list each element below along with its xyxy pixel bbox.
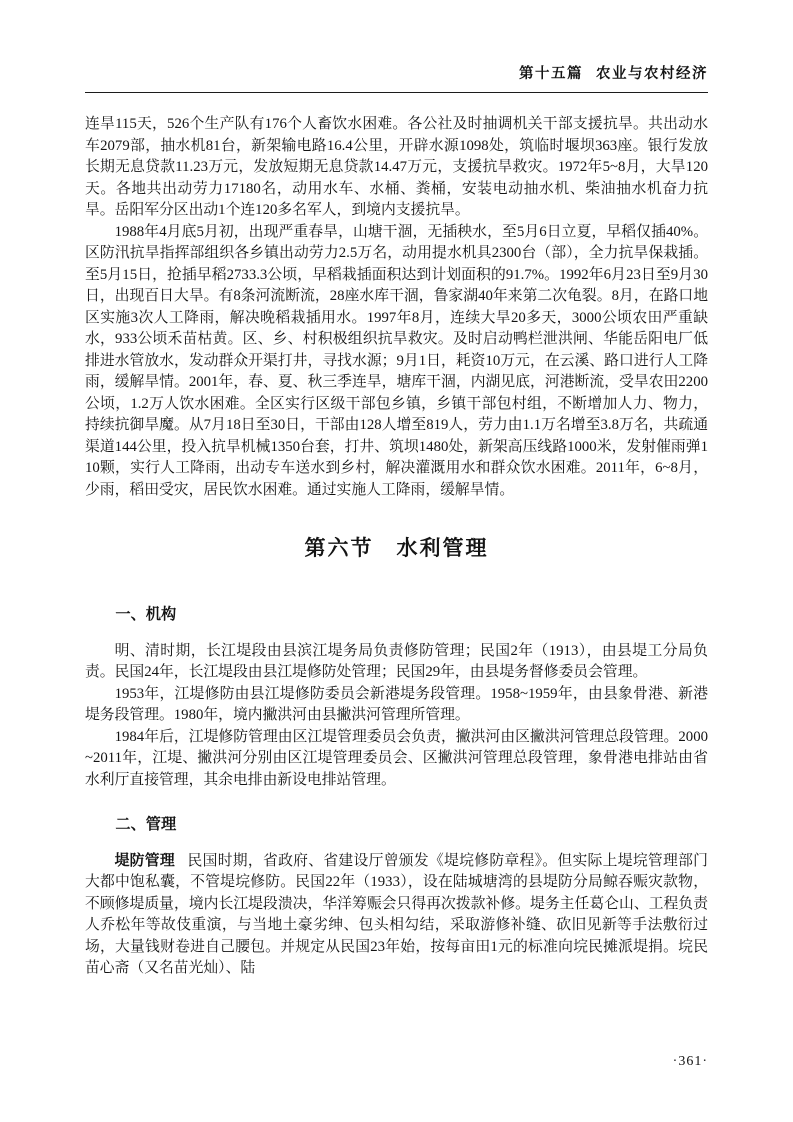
running-head-part: 第十五篇 [518, 66, 583, 82]
running-head [85, 64, 708, 84]
page-body [85, 114, 708, 980]
paragraph-org-1984-2011: 1984年后，江堤修防管理由区江堤管理委员会负责，撇洪河由区撇洪河管理总段管理。2000~2011年，江堤、撇洪河分别由区江堤管理委员会、区撇洪河管理总段管理，象骨港电排站由省水利厅直接管理，其余电排由新设电排站管理。 [85, 728, 708, 788]
running-head-title: 农业与农村经济 [596, 66, 708, 82]
header-rule [85, 92, 708, 93]
paragraph-dike-management-text: 民国时期，省政府、省建设厅曾颁发《堤垸修防章程》。但实际上堤垸管理部门大都中饱私囊，不管堤垸修防。民国22年（1933），设在陆城塘湾的县堤防分局鲸吞赈灾款物，不顾修堤质量，境内长江堤段溃决，华洋筹赈会只得再次拨款补修。堤务主任葛仑山、工程负责人乔松年等故伎重演，与当地土豪劣绅、包头相勾结，采取游修补缝、砍旧见新等手法敷衍过场，大量钱财卷进自己腰包。并规定从民国23年始，按每亩田1元的标准向垸民摊派堤捐。垸民苗心斋（又名苗光灿）、陆 [85, 852, 708, 976]
section-heading: 第六节 水利管理 [304, 536, 489, 560]
paragraph-org-qing-republic: 明、清时期，长江堤段由县滨江堤务局负责修防管理；民国2年（1913），由县堤工分局负责。民国24年，长江堤段由县江堤修防处管理；民国29年，由县堤务督修委员会管理。 [85, 642, 708, 680]
subsection-heading-organization: 一、机构 [115, 606, 177, 623]
paragraph-drought-continuation: 连旱115天，526个生产队有176个人畜饮水困难。各公社及时抽调机关干部支援抗旱。共出动水车2079部，抽水机81台，新架输电路16.4公里，开辟水源1098处，筑临时堰坝363座。银行发放长期无息贷款11.23万元，发放短期无息贷款14.47万元，支援抗旱救灾。1972年5~8月，大旱120天。各地共出动劳力17180名，动用水车、水桶、粪桶，安装电动抽水机、柴油抽水机奋力抗旱。岳阳军分区出动1个连120多名军人，到境内支援抗旱。 [85, 116, 708, 218]
paragraph-org-1953-1980: 1953年，江堤修防由县江堤修防委员会新港堤务段管理。1958~1959年，由县象骨港、新港堤务段管理。1980年，境内撇洪河由县撇洪河管理所管理。 [85, 685, 708, 723]
paragraph-lead-dike-management: 堤防管理 [114, 852, 175, 869]
page-number: ·361· [672, 1054, 708, 1069]
page-header [85, 64, 708, 93]
paragraph-drought-1988-2011: 1988年4月底5月初，出现严重春旱，山塘干涸，无插秧水，至5月6日立夏，早稻仅插40%。区防汛抗旱指挥部组织各乡镇出动劳力2.5万名，动用提水机具2300台（部），全力抗旱保栽插。至5月15日，抢插早稻2733.3公顷，早稻栽插面积达到计划面积的91.7%。1992年6月23日至9月30日，出现百日大旱。有8条河流断流，28座水库干涸，鲁家湖40年来第二次龟裂。8月，在路口地区实施3次人工降雨，解决晚稻栽插用水。1997年8月，连续大旱20多天，3000公顷农田严重缺水，933公顷禾苗枯黄。区、乡、村积极组织抗旱救灾。及时启动鸭栏泄洪闸、华能岳阳电厂低排进水管放水，发动群众开渠打井，寻找水源；9月1日，耗资10万元，在云溪、路口进行人工降雨，缓解旱情。2001年，春、夏、秋三季连旱，塘库干涸，内湖见底，河港断流，受旱农田2200公顷，1.2万人饮水困难。全区实行区级干部包乡镇，乡镇干部包村组，不断增加人力、物力，持续抗御旱魔。从7月18日至30日，干部由128人增至819人，劳力由1.1万名增至3.8万名，共疏通渠道144公里，投入抗旱机械1350台套，打井、筑坝1480处，新架高压线路1000米，发射催雨弹110颗，实行人工降雨，出动专车送水到乡村，解决灌溉用水和群众饮水困难。2011年，6~8月，少雨，稻田受灾，居民饮水困难。通过实施人工降雨，缓解旱情。 [85, 223, 708, 498]
subsection-heading-management: 二、管理 [115, 816, 177, 833]
paragraph-dike-management [85, 851, 708, 980]
